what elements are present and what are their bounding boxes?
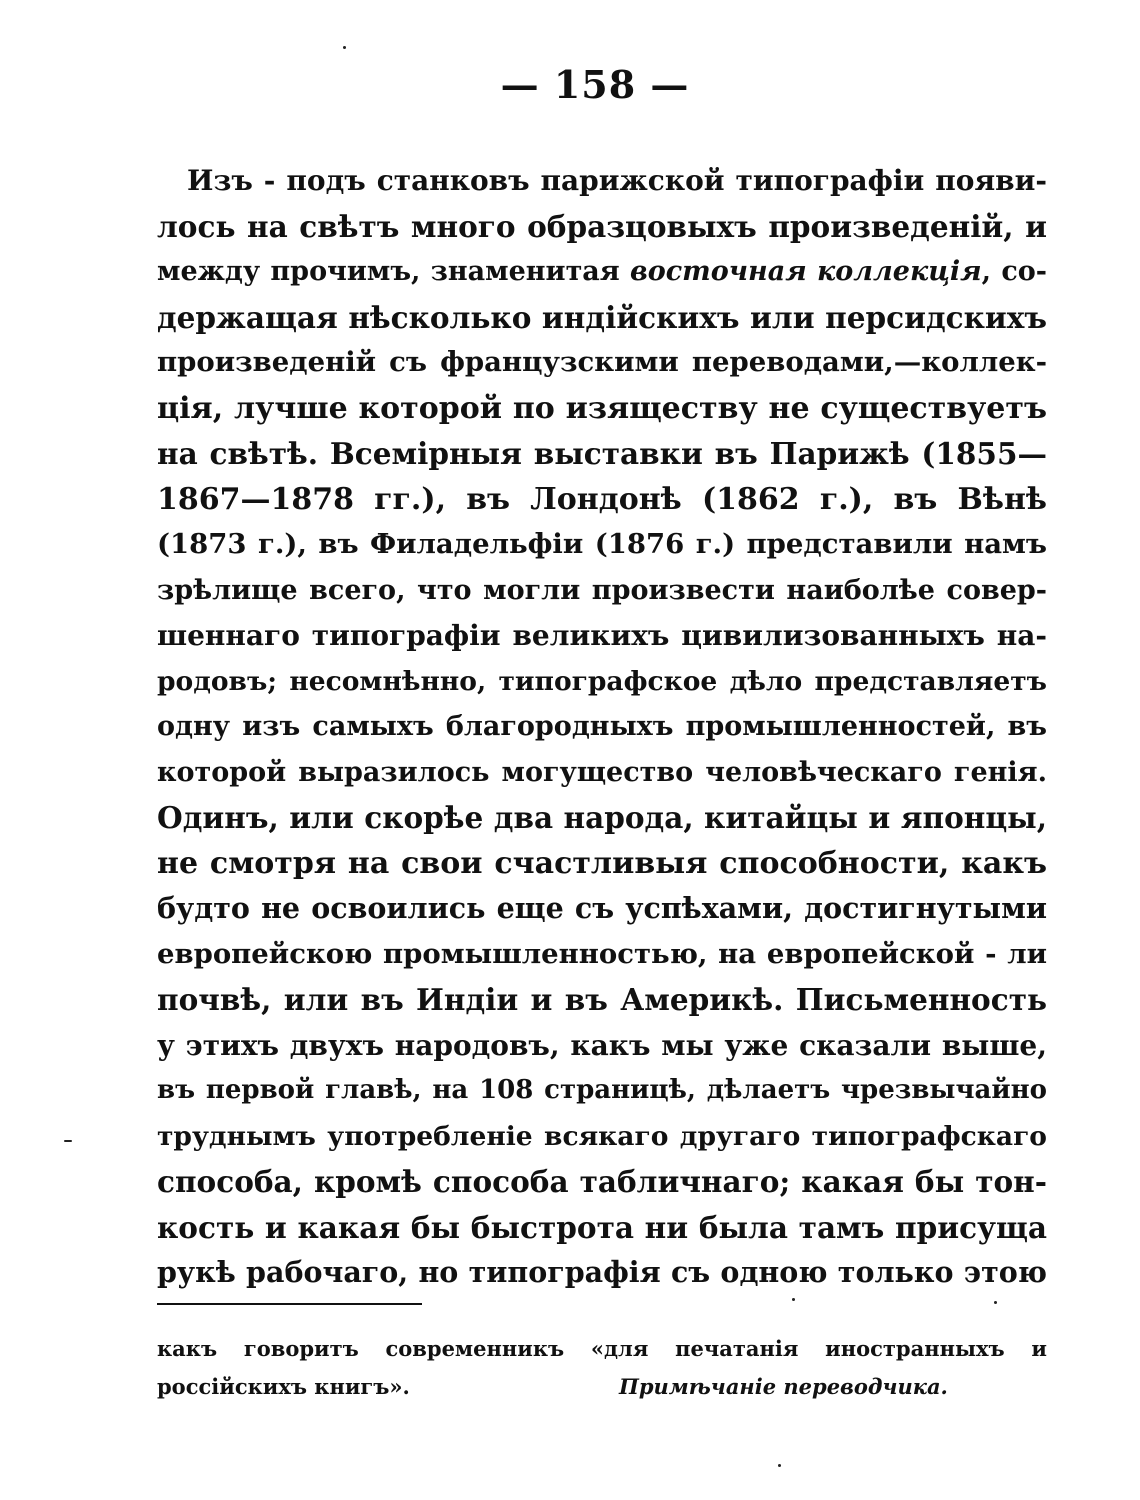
body-line: лось на свѣтъ много образцовыхъ произведеній, и [157, 208, 1047, 244]
italic-phrase: восточная коллекція [630, 256, 982, 287]
body-line: способа, кромѣ способа табличнаго; какая бы тон- [157, 1164, 1047, 1199]
body-line-with-italic: между прочимъ, знаменитая восточная коллекція, со- [157, 256, 1047, 287]
body-line: шеннаго типографіи великихъ цивилизованныхъ на- [157, 619, 1047, 652]
body-line: произведеній съ французскими переводами,—коллек- [157, 346, 1047, 378]
print-speck [343, 46, 346, 49]
body-line: труднымъ употребленіе всякаго другаго типографскаго [157, 1120, 1047, 1152]
body-line: одну изъ самыхъ благородныхъ промышленностей, въ [157, 711, 1047, 742]
body-line: будто не освоились еще съ успѣхами, достигнутыми [157, 891, 1047, 925]
body-line: европейскою промышленностью, на европейской - ли [157, 937, 1047, 970]
body-line: родовъ; несомнѣнно, типографское дѣло представляетъ [157, 665, 1047, 697]
body-line: (1873 г.), въ Филадельфіи (1876 г.) представили намъ [157, 528, 1047, 560]
body-line: зрѣлище всего, что могли произвести наиболѣе совер- [157, 574, 1047, 606]
body-line: 1867—1878 гг.), въ Лондонѣ (1862 г.), въ Вѣнѣ [157, 481, 1047, 517]
print-speck [778, 1464, 781, 1467]
translator-note: Примѣчаніе переводчика. [619, 1374, 948, 1399]
body-line: которой выразилось могущество человѣческаго генія. [157, 756, 1047, 788]
body-line: Одинъ, или скорѣе два народа, китайцы и японцы, [157, 800, 1047, 835]
body-line: на свѣтѣ. Всемірныя выставки въ Парижѣ (1855— [157, 436, 1047, 471]
print-speck [792, 1298, 795, 1301]
print-speck [994, 1301, 997, 1304]
body-text [157, 158, 1047, 1296]
body-line: ція, лучше которой по изяществу не существуетъ [157, 390, 1047, 426]
footnote-line-last [157, 1368, 1047, 1406]
footnote [157, 1330, 1047, 1406]
body-line: рукѣ рабочаго, но типографія съ одною только этою [157, 1255, 1047, 1289]
body-line: не смотря на свои счастливыя способности, какъ [157, 845, 1047, 881]
footnote-separator [157, 1303, 422, 1305]
body-line: кость и какая бы быстрота ни была тамъ присуща [157, 1209, 1047, 1245]
body-line: въ первой главѣ, на 108 страницѣ, дѣлаетъ чрезвычайно [157, 1075, 1047, 1105]
page-number: — 158 — [500, 62, 690, 107]
body-line: почвѣ, или въ Индіи и въ Америкѣ. Письменность [157, 982, 1047, 1017]
footnote-line: россійскихъ книгъ». [157, 1374, 410, 1399]
body-line: у этихъ двухъ народовъ, какъ мы уже сказали выше, [157, 1028, 1047, 1062]
body-line: Изъ - подъ станковъ парижской типографіи появи- [187, 164, 1047, 197]
footnote-line: какъ говоритъ современникъ «для печатанія иностранныхъ и [157, 1336, 1047, 1361]
body-line: держащая нѣсколько индійскихъ или персидскихъ [157, 299, 1047, 335]
print-speck [64, 1140, 72, 1142]
